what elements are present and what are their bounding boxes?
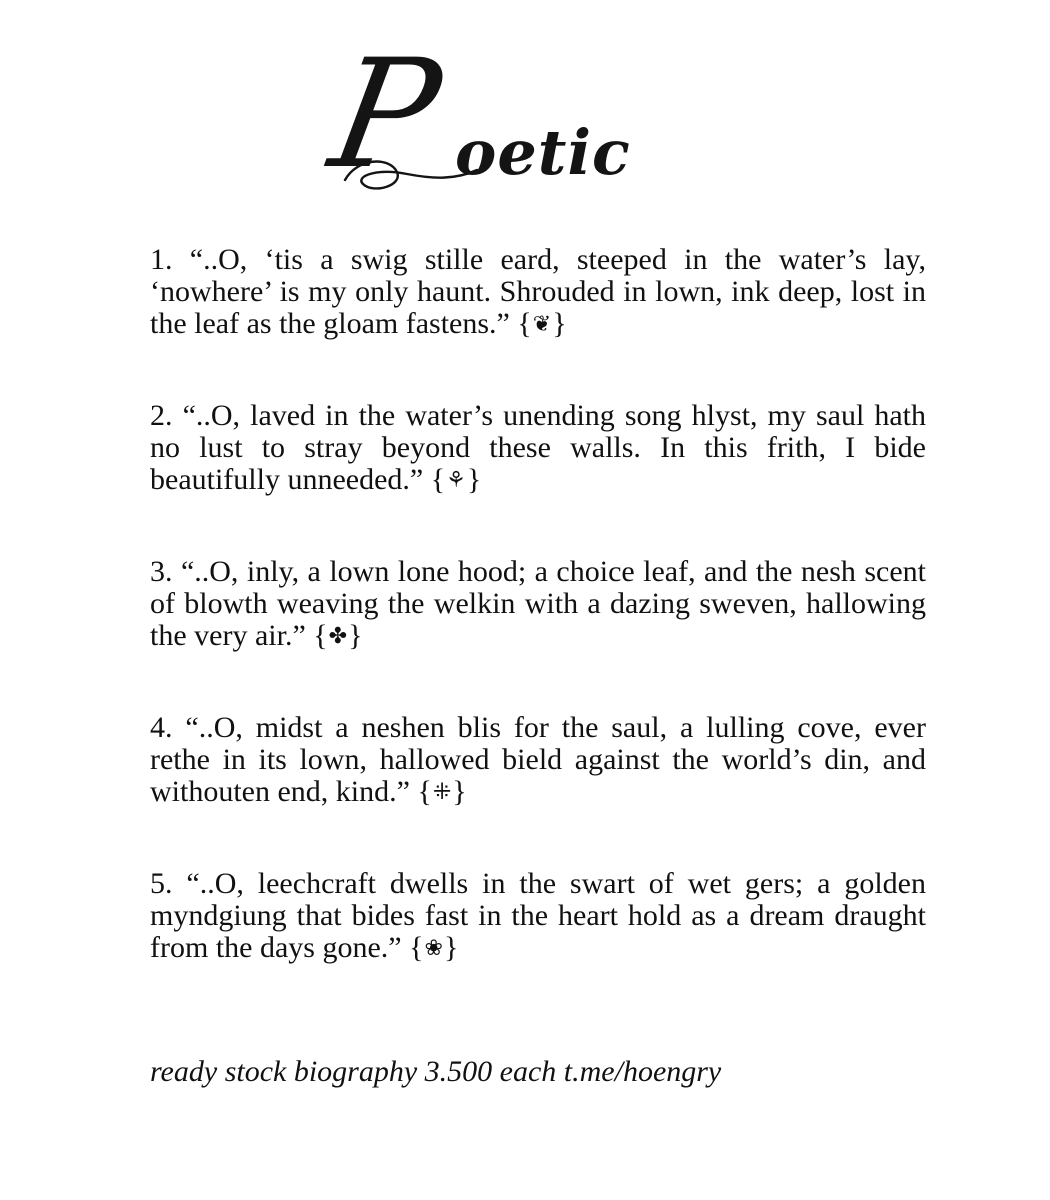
- poem-ornament: {❀}: [409, 931, 459, 964]
- ornament-icon: ⚘: [446, 468, 466, 493]
- poem-text: 3. “..O, inly, a lown lone hood; a choice leaf, and the nesh scent of blowth weaving the welkin with a dazing sweven, hallowing the very air.”: [150, 555, 926, 652]
- poem-ornament: {⁜}: [417, 775, 467, 808]
- ornament-icon: ✤: [328, 624, 348, 649]
- ornament-icon: ❦: [532, 312, 552, 337]
- footer-note: ready stock biography 3.500 each t.me/hoengry: [150, 1055, 722, 1088]
- page-title: [319, 28, 655, 202]
- poem-item: [150, 868, 926, 965]
- poem-ornament: {❦}: [517, 307, 567, 340]
- ornament-icon: ❀: [424, 936, 443, 961]
- poem-ornament: {⚘}: [430, 463, 482, 496]
- title-rest-letters: oetic: [455, 116, 631, 189]
- ornament-icon: ⁜: [432, 780, 452, 805]
- poem-item: [150, 400, 926, 497]
- poem-list: [150, 244, 926, 1024]
- poem-item: [150, 712, 926, 809]
- title-initial-letter: P: [319, 28, 452, 202]
- poem-item: [150, 556, 926, 653]
- poem-text: 4. “..O, midst a neshen blis for the saul, a lulling cove, ever rethe in its lown, hallowed bield against the world’s din, and withouten end, kind.”: [150, 711, 926, 808]
- poem-text: 2. “..O, laved in the water’s unending song hlyst, my saul hath no lust to stray beyond these walls. In this frith, I bide beautifully unneeded.”: [150, 399, 926, 496]
- poem-text: 5. “..O, leechcraft dwells in the swart of wet gers; a golden myndgiung that bides fast in the heart hold as a dream draught from the days gone.”: [150, 867, 926, 964]
- poem-ornament: {✤}: [313, 619, 363, 652]
- poem-item: [150, 244, 926, 341]
- poem-text: 1. “..O, ‘tis a swig stille eard, steeped in the water’s lay, ‘nowhere’ is my only haunt. Shrouded in lown, ink deep, lost in the leaf as the gloam fastens.”: [150, 243, 926, 340]
- title-flourish-icon: [337, 150, 487, 200]
